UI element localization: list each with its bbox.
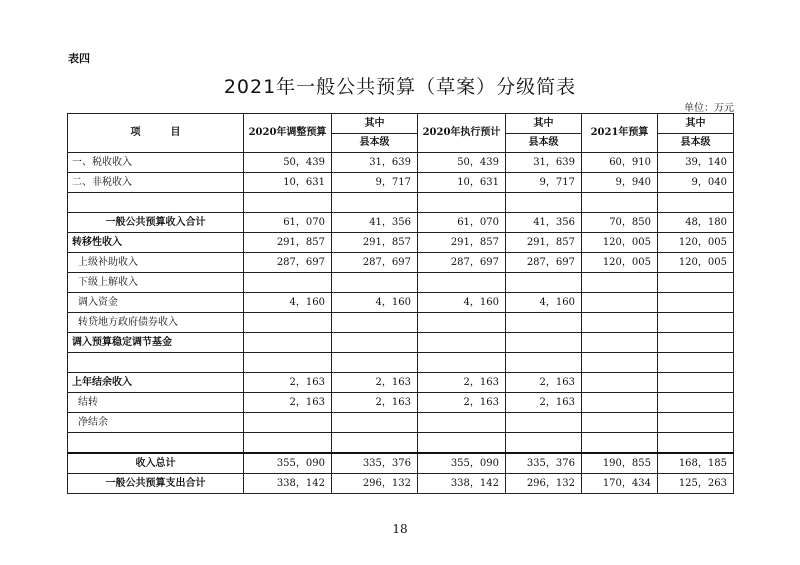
cell-value: 61，070 (244, 213, 332, 233)
cell-value (582, 393, 658, 413)
cell-value (658, 313, 734, 333)
budget-table (67, 113, 734, 494)
cell-value: 31，639 (506, 153, 582, 173)
cell-value (418, 433, 506, 454)
table-row (68, 173, 734, 193)
table-label: 表四 (68, 52, 90, 65)
cell-value (582, 333, 658, 353)
cell-value (582, 413, 658, 433)
cell-value: 355，090 (418, 453, 506, 474)
cell-value (582, 313, 658, 333)
cell-value (418, 333, 506, 353)
cell-value (582, 293, 658, 313)
cell-value (506, 333, 582, 353)
cell-value (244, 333, 332, 353)
cell-value: 2，163 (332, 373, 418, 393)
cell-value: 31，639 (332, 153, 418, 173)
header-row-1 (68, 114, 734, 134)
cell-value: 287，697 (244, 253, 332, 273)
cell-value: 2，163 (332, 393, 418, 413)
table-row-subtotal (68, 213, 734, 233)
cell-value: 10，631 (418, 173, 506, 193)
cell-value (658, 193, 734, 213)
header-2020-executed: 2020年执行预计 (418, 114, 506, 153)
cell-value (332, 433, 418, 454)
cell-value (506, 273, 582, 293)
table-row (68, 413, 734, 433)
cell-value: 2，163 (418, 373, 506, 393)
row-label: 收入总计 (68, 453, 244, 474)
cell-value: 4，160 (418, 293, 506, 313)
cell-value: 335，376 (506, 453, 582, 474)
cell-value: 2，163 (506, 373, 582, 393)
header-2020-adjusted: 2020年调整预算 (244, 114, 332, 153)
cell-value: 168，185 (658, 453, 734, 474)
cell-value: 287，697 (418, 253, 506, 273)
table-row (68, 313, 734, 333)
cell-value (332, 413, 418, 433)
cell-value: 355，090 (244, 453, 332, 474)
cell-value (658, 353, 734, 373)
cell-value (244, 313, 332, 333)
cell-value (582, 353, 658, 373)
table-row (68, 273, 734, 293)
cell-value: 70，850 (582, 213, 658, 233)
cell-value (332, 273, 418, 293)
cell-value: 2，163 (418, 393, 506, 413)
cell-value: 291，857 (506, 233, 582, 253)
cell-value (658, 333, 734, 353)
cell-value (582, 193, 658, 213)
header-of-which-1: 其中 (332, 114, 418, 134)
row-label: 下级上解收入 (68, 273, 244, 293)
cell-value: 125，263 (658, 474, 734, 494)
cell-value (418, 353, 506, 373)
cell-value (244, 273, 332, 293)
cell-value: 9，717 (332, 173, 418, 193)
table-row-total (68, 474, 734, 494)
cell-value: 287，697 (332, 253, 418, 273)
cell-value (244, 353, 332, 373)
header-item: 项 目 (68, 114, 244, 153)
cell-value (658, 433, 734, 454)
cell-value (332, 313, 418, 333)
cell-value: 9，040 (658, 173, 734, 193)
cell-value: 120，005 (582, 253, 658, 273)
unit-label: 单位：万元 (684, 103, 734, 114)
cell-value (506, 313, 582, 333)
cell-value (332, 333, 418, 353)
cell-value (506, 433, 582, 454)
cell-value: 4，160 (332, 293, 418, 313)
cell-value (506, 193, 582, 213)
table-row (68, 393, 734, 413)
cell-value: 10，631 (244, 173, 332, 193)
table-row-section (68, 373, 734, 393)
cell-value (332, 193, 418, 213)
cell-value: 120，005 (582, 233, 658, 253)
cell-value (244, 433, 332, 454)
table-row-section (68, 233, 734, 253)
cell-value: 2，163 (244, 373, 332, 393)
cell-value: 60，910 (582, 153, 658, 173)
table-row-section (68, 333, 734, 353)
cell-value (582, 433, 658, 454)
table-row (68, 153, 734, 173)
cell-value (506, 413, 582, 433)
table-row (68, 293, 734, 313)
cell-value: 61，070 (418, 213, 506, 233)
cell-value: 41，356 (332, 213, 418, 233)
row-label: 一、税收收入 (68, 153, 244, 173)
cell-value: 48，180 (658, 213, 734, 233)
header-county-level-1: 县本级 (332, 134, 418, 153)
row-label: 调入预算稳定调节基金 (68, 333, 244, 353)
row-label: 一般公共预算支出合计 (68, 474, 244, 494)
header-of-which-3: 其中 (658, 114, 734, 134)
cell-value: 4，160 (244, 293, 332, 313)
page-title: 2021年一般公共预算（草案）分级简表 (223, 76, 577, 98)
cell-value: 39，140 (658, 153, 734, 173)
header-of-which-2: 其中 (506, 114, 582, 134)
cell-value: 9，717 (506, 173, 582, 193)
table-row-blank (68, 193, 734, 213)
cell-value: 4，160 (506, 293, 582, 313)
table-row-blank (68, 353, 734, 373)
cell-value: 120，005 (658, 233, 734, 253)
header-county-level-3: 县本级 (658, 134, 734, 153)
cell-value (244, 413, 332, 433)
row-label: 上年结余收入 (68, 373, 244, 393)
row-label (68, 353, 244, 373)
row-label (68, 193, 244, 213)
cell-value: 338，142 (244, 474, 332, 494)
cell-value: 170，434 (582, 474, 658, 494)
cell-value: 190，855 (582, 453, 658, 474)
cell-value (244, 193, 332, 213)
cell-value (506, 353, 582, 373)
cell-value (418, 313, 506, 333)
cell-value (418, 413, 506, 433)
table-row (68, 253, 734, 273)
cell-value: 287，697 (506, 253, 582, 273)
cell-value (582, 273, 658, 293)
cell-value (418, 193, 506, 213)
row-label: 结转 (68, 393, 244, 413)
cell-value: 296，132 (506, 474, 582, 494)
cell-value: 9，940 (582, 173, 658, 193)
cell-value: 2，163 (244, 393, 332, 413)
cell-value: 335，376 (332, 453, 418, 474)
cell-value (658, 373, 734, 393)
cell-value: 291，857 (244, 233, 332, 253)
row-label (68, 433, 244, 454)
page-number: 18 (392, 522, 408, 536)
row-label: 调入资金 (68, 293, 244, 313)
header-2021-budget: 2021年预算 (582, 114, 658, 153)
cell-value: 338，142 (418, 474, 506, 494)
cell-value (658, 393, 734, 413)
cell-value (658, 293, 734, 313)
cell-value: 50，439 (418, 153, 506, 173)
row-label: 上级补助收入 (68, 253, 244, 273)
table-row-blank (68, 433, 734, 454)
row-label: 一般公共预算收入合计 (68, 213, 244, 233)
row-label: 净结余 (68, 413, 244, 433)
row-label: 二、非税收入 (68, 173, 244, 193)
cell-value: 291，857 (332, 233, 418, 253)
cell-value (418, 273, 506, 293)
table-row-total (68, 453, 734, 474)
cell-value: 120，005 (658, 253, 734, 273)
cell-value: 41，356 (506, 213, 582, 233)
cell-value: 296，132 (332, 474, 418, 494)
cell-value (332, 353, 418, 373)
cell-value (582, 373, 658, 393)
cell-value: 291，857 (418, 233, 506, 253)
cell-value (658, 413, 734, 433)
header-county-level-2: 县本级 (506, 134, 582, 153)
cell-value (658, 273, 734, 293)
cell-value: 50，439 (244, 153, 332, 173)
row-label: 转贷地方政府债券收入 (68, 313, 244, 333)
cell-value: 2，163 (506, 393, 582, 413)
row-label: 转移性收入 (68, 233, 244, 253)
